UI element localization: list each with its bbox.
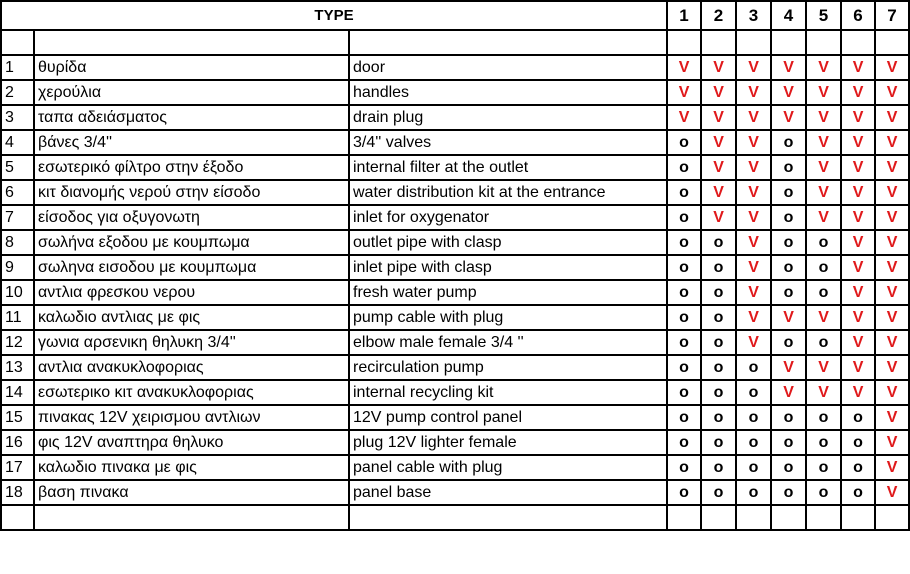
blank-cell <box>667 30 701 55</box>
type-5-mark: o <box>806 430 841 455</box>
type-7-mark: V <box>875 230 909 255</box>
type-5-mark: o <box>806 230 841 255</box>
greek-description: πινακας 12V χειρισμου αντλιων <box>34 405 349 430</box>
type-1-mark: V <box>667 105 701 130</box>
english-description: inlet for oxygenator <box>349 205 667 230</box>
type-7-mark: V <box>875 180 909 205</box>
type-2-mark: o <box>701 380 736 405</box>
type-6-mark: V <box>841 355 875 380</box>
type-1-mark: o <box>667 155 701 180</box>
type-4-mark: V <box>771 105 806 130</box>
type-2-mark: o <box>701 355 736 380</box>
type-3-mark: o <box>736 380 771 405</box>
type-4-mark: V <box>771 55 806 80</box>
row-number: 10 <box>1 280 34 305</box>
blank-cell <box>806 505 841 530</box>
table-row <box>1 80 909 105</box>
greek-description: θυρίδα <box>34 55 349 80</box>
blank-row-top <box>1 30 909 55</box>
blank-cell <box>1 505 34 530</box>
type-3-mark: o <box>736 405 771 430</box>
type-4-mark: o <box>771 255 806 280</box>
type-1-mark: o <box>667 230 701 255</box>
type-7-mark: V <box>875 205 909 230</box>
type-1-mark: o <box>667 180 701 205</box>
type-6-mark: o <box>841 430 875 455</box>
row-number: 6 <box>1 180 34 205</box>
type-7-mark: V <box>875 405 909 430</box>
table-row <box>1 55 909 80</box>
type-3-mark: V <box>736 230 771 255</box>
row-number: 3 <box>1 105 34 130</box>
table-row <box>1 230 909 255</box>
type-7-mark: V <box>875 55 909 80</box>
type-1-mark: o <box>667 255 701 280</box>
type-3-mark: o <box>736 480 771 505</box>
table-row <box>1 430 909 455</box>
type-1-mark: o <box>667 330 701 355</box>
type-column-2: 2 <box>701 1 736 30</box>
type-5-mark: V <box>806 105 841 130</box>
blank-cell <box>736 30 771 55</box>
type-7-mark: V <box>875 455 909 480</box>
blank-row-bottom <box>1 505 909 530</box>
type-5-mark: o <box>806 255 841 280</box>
type-2-mark: o <box>701 405 736 430</box>
type-1-mark: o <box>667 455 701 480</box>
blank-cell <box>771 505 806 530</box>
table-row <box>1 155 909 180</box>
greek-description: αντλια ανακυκλοφοριας <box>34 355 349 380</box>
type-2-mark: V <box>701 155 736 180</box>
type-4-mark: o <box>771 130 806 155</box>
type-3-mark: o <box>736 355 771 380</box>
blank-cell <box>349 30 667 55</box>
type-6-mark: V <box>841 80 875 105</box>
type-column-1: 1 <box>667 1 701 30</box>
english-description: panel base <box>349 480 667 505</box>
type-1-mark: o <box>667 280 701 305</box>
type-4-mark: o <box>771 455 806 480</box>
type-3-mark: V <box>736 280 771 305</box>
english-description: recirculation pump <box>349 355 667 380</box>
greek-description: καλωδιο αντλιας με φις <box>34 305 349 330</box>
table-row <box>1 105 909 130</box>
type-1-mark: o <box>667 305 701 330</box>
type-4-mark: o <box>771 230 806 255</box>
type-2-mark: o <box>701 230 736 255</box>
type-2-mark: V <box>701 55 736 80</box>
type-7-mark: V <box>875 330 909 355</box>
greek-description: γωνια αρσενικη θηλυκη 3/4'' <box>34 330 349 355</box>
type-3-mark: V <box>736 55 771 80</box>
greek-description: σωληνα εισοδου με κουμπωμα <box>34 255 349 280</box>
table-row <box>1 405 909 430</box>
row-number: 7 <box>1 205 34 230</box>
english-description: drain plug <box>349 105 667 130</box>
type-5-mark: V <box>806 55 841 80</box>
type-6-mark: V <box>841 280 875 305</box>
row-number: 14 <box>1 380 34 405</box>
type-3-mark: V <box>736 255 771 280</box>
type-3-mark: o <box>736 455 771 480</box>
row-number: 13 <box>1 355 34 380</box>
row-number: 8 <box>1 230 34 255</box>
table-row <box>1 255 909 280</box>
type-7-mark: V <box>875 130 909 155</box>
type-2-mark: o <box>701 480 736 505</box>
type-3-mark: V <box>736 80 771 105</box>
type-4-mark: o <box>771 480 806 505</box>
type-5-mark: V <box>806 180 841 205</box>
type-1-mark: o <box>667 430 701 455</box>
type-6-mark: V <box>841 230 875 255</box>
type-6-mark: V <box>841 380 875 405</box>
type-6-mark: V <box>841 205 875 230</box>
type-1-mark: o <box>667 355 701 380</box>
row-number: 11 <box>1 305 34 330</box>
type-1-mark: o <box>667 480 701 505</box>
type-1-mark: V <box>667 55 701 80</box>
table-row <box>1 380 909 405</box>
english-description: plug 12V lighter female <box>349 430 667 455</box>
english-description: 3/4'' valves <box>349 130 667 155</box>
table-row <box>1 330 909 355</box>
type-2-mark: V <box>701 205 736 230</box>
blank-cell <box>701 30 736 55</box>
greek-description: βάνες 3/4'' <box>34 130 349 155</box>
type-2-mark: o <box>701 330 736 355</box>
table-row <box>1 480 909 505</box>
type-header: TYPE <box>1 1 667 30</box>
greek-description: χερούλια <box>34 80 349 105</box>
type-7-mark: V <box>875 430 909 455</box>
type-2-mark: V <box>701 105 736 130</box>
english-description: outlet pipe with clasp <box>349 230 667 255</box>
type-6-mark: V <box>841 130 875 155</box>
type-6-mark: V <box>841 180 875 205</box>
english-description: internal filter at the outlet <box>349 155 667 180</box>
english-description: inlet pipe with clasp <box>349 255 667 280</box>
type-7-mark: V <box>875 380 909 405</box>
type-5-mark: o <box>806 480 841 505</box>
type-7-mark: V <box>875 355 909 380</box>
row-number: 12 <box>1 330 34 355</box>
type-7-mark: V <box>875 280 909 305</box>
blank-cell <box>34 30 349 55</box>
type-1-mark: o <box>667 205 701 230</box>
english-description: internal recycling kit <box>349 380 667 405</box>
type-6-mark: V <box>841 105 875 130</box>
type-3-mark: o <box>736 430 771 455</box>
greek-description: βαση πινακα <box>34 480 349 505</box>
english-description: handles <box>349 80 667 105</box>
type-6-mark: V <box>841 305 875 330</box>
type-5-mark: V <box>806 205 841 230</box>
blank-cell <box>1 30 34 55</box>
blank-cell <box>771 30 806 55</box>
type-2-mark: o <box>701 280 736 305</box>
type-2-mark: o <box>701 455 736 480</box>
table-row <box>1 305 909 330</box>
type-4-mark: o <box>771 280 806 305</box>
table-body <box>1 1 909 530</box>
type-5-mark: o <box>806 455 841 480</box>
greek-description: είσοδος για οξυγονωτη <box>34 205 349 230</box>
greek-description: ταπα αδειάσματος <box>34 105 349 130</box>
type-3-mark: V <box>736 330 771 355</box>
type-6-mark: o <box>841 455 875 480</box>
table-row <box>1 130 909 155</box>
greek-description: φις 12V αναπτηρα θηλυκο <box>34 430 349 455</box>
type-4-mark: o <box>771 430 806 455</box>
type-2-mark: V <box>701 130 736 155</box>
english-description: 12V pump control panel <box>349 405 667 430</box>
blank-cell <box>349 505 667 530</box>
type-4-mark: o <box>771 155 806 180</box>
type-2-mark: o <box>701 305 736 330</box>
type-column-6: 6 <box>841 1 875 30</box>
english-description: water distribution kit at the entrance <box>349 180 667 205</box>
type-4-mark: o <box>771 330 806 355</box>
type-7-mark: V <box>875 105 909 130</box>
type-2-mark: o <box>701 430 736 455</box>
type-5-mark: V <box>806 130 841 155</box>
row-number: 17 <box>1 455 34 480</box>
type-1-mark: o <box>667 130 701 155</box>
blank-cell <box>736 505 771 530</box>
english-description: door <box>349 55 667 80</box>
greek-description: σωλήνα εξοδου με κουμπωμα <box>34 230 349 255</box>
type-7-mark: V <box>875 155 909 180</box>
table-row <box>1 180 909 205</box>
type-2-mark: V <box>701 180 736 205</box>
greek-description: εσωτερικο κιτ ανακυκλοφοριας <box>34 380 349 405</box>
blank-cell <box>34 505 349 530</box>
type-5-mark: o <box>806 330 841 355</box>
row-number: 16 <box>1 430 34 455</box>
type-6-mark: V <box>841 255 875 280</box>
type-6-mark: o <box>841 405 875 430</box>
type-3-mark: V <box>736 130 771 155</box>
type-5-mark: V <box>806 380 841 405</box>
row-number: 4 <box>1 130 34 155</box>
blank-cell <box>875 505 909 530</box>
english-description: pump cable with plug <box>349 305 667 330</box>
type-7-mark: V <box>875 255 909 280</box>
type-7-mark: V <box>875 80 909 105</box>
row-number: 2 <box>1 80 34 105</box>
blank-cell <box>841 505 875 530</box>
type-7-mark: V <box>875 480 909 505</box>
blank-cell <box>875 30 909 55</box>
row-number: 18 <box>1 480 34 505</box>
row-number: 1 <box>1 55 34 80</box>
english-description: panel cable with plug <box>349 455 667 480</box>
row-number: 5 <box>1 155 34 180</box>
table-row <box>1 280 909 305</box>
type-3-mark: V <box>736 205 771 230</box>
type-3-mark: V <box>736 105 771 130</box>
type-6-mark: o <box>841 480 875 505</box>
row-number: 15 <box>1 405 34 430</box>
table-row <box>1 205 909 230</box>
type-1-mark: o <box>667 380 701 405</box>
greek-description: εσωτερικό φίλτρο στην έξοδο <box>34 155 349 180</box>
greek-description: αντλια φρεσκου νερου <box>34 280 349 305</box>
type-5-mark: o <box>806 405 841 430</box>
greek-description: καλωδιο πινακα με φις <box>34 455 349 480</box>
type-column-3: 3 <box>736 1 771 30</box>
type-column-4: 4 <box>771 1 806 30</box>
header-row <box>1 1 909 30</box>
table-row <box>1 355 909 380</box>
type-6-mark: V <box>841 55 875 80</box>
type-4-mark: V <box>771 355 806 380</box>
blank-cell <box>841 30 875 55</box>
type-5-mark: V <box>806 80 841 105</box>
type-7-mark: V <box>875 305 909 330</box>
row-number: 9 <box>1 255 34 280</box>
greek-description: κιτ διανομής νερού στην είσοδο <box>34 180 349 205</box>
type-column-7: 7 <box>875 1 909 30</box>
blank-cell <box>806 30 841 55</box>
table-row <box>1 455 909 480</box>
type-5-mark: V <box>806 155 841 180</box>
type-4-mark: o <box>771 180 806 205</box>
type-6-mark: V <box>841 330 875 355</box>
type-1-mark: V <box>667 80 701 105</box>
type-column-5: 5 <box>806 1 841 30</box>
type-5-mark: o <box>806 280 841 305</box>
type-1-mark: o <box>667 405 701 430</box>
type-5-mark: V <box>806 355 841 380</box>
english-description: elbow male female 3/4 '' <box>349 330 667 355</box>
type-4-mark: o <box>771 405 806 430</box>
type-4-mark: V <box>771 80 806 105</box>
type-4-mark: V <box>771 305 806 330</box>
blank-cell <box>701 505 736 530</box>
type-5-mark: V <box>806 305 841 330</box>
type-2-mark: o <box>701 255 736 280</box>
english-description: fresh water pump <box>349 280 667 305</box>
type-4-mark: o <box>771 205 806 230</box>
type-3-mark: V <box>736 180 771 205</box>
type-3-mark: V <box>736 155 771 180</box>
type-2-mark: V <box>701 80 736 105</box>
type-6-mark: V <box>841 155 875 180</box>
type-4-mark: V <box>771 380 806 405</box>
type-3-mark: V <box>736 305 771 330</box>
blank-cell <box>667 505 701 530</box>
